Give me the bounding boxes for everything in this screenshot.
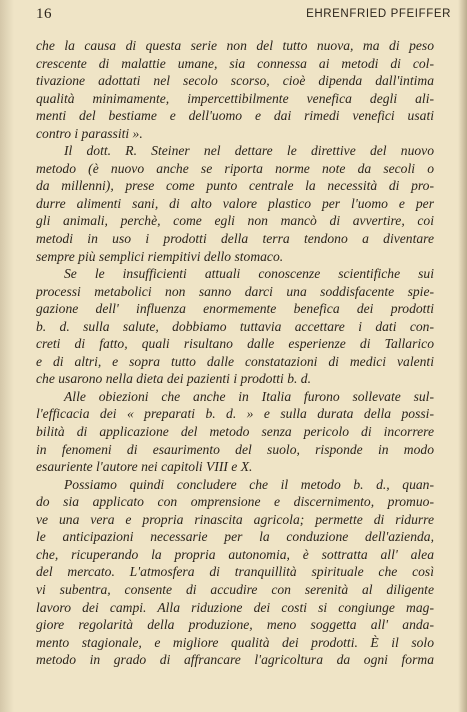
text-line: da millenni), prese come punto centrale la necessità di pro- xyxy=(36,178,434,194)
text-line: tivazione adottati nel secolo scorso, cioè dipenda dall'intima xyxy=(36,73,434,89)
text-line: che usarono nella dieta dei pazienti i prodotti b. d. xyxy=(36,371,311,387)
text-line: le anticipazioni necessarie per la conduzione dell'azienda, xyxy=(36,529,434,545)
text-line: del mercato. L'atmosfera di tranquillità spirituale che così xyxy=(36,564,434,580)
text-line: sempre più semplici riempitivi dello stomaco. xyxy=(36,248,284,264)
running-head xyxy=(36,6,451,22)
text-line: metodo (è nuovo anche se riporta norme note da secoli o xyxy=(36,160,434,176)
text-line: gli animali, perchè, come egli non mancò di avvertire, coi xyxy=(36,213,434,229)
running-head-author: EHRENFRIED PFEIFFER xyxy=(306,8,451,20)
body-text xyxy=(36,37,434,669)
text-line: Alle obiezioni che anche in Italia furono sollevate sul- xyxy=(64,388,434,404)
text-line: in fenomeni di esaurimento del suolo, risponde in modo xyxy=(36,441,434,457)
text-line: che, ricuperando la propria autonomia, è sottratta all' alea xyxy=(36,546,434,562)
page-gutter-shadow xyxy=(0,0,14,712)
page-number: 16 xyxy=(36,6,52,22)
text-line: lavoro dei campi. Alla riduzione dei costi si congiunge mag- xyxy=(36,599,434,615)
text-line: Se le insufficienti attuali conoscenze scientifiche sui xyxy=(64,266,434,282)
text-line: e di altri, e sopra tutto dalle constatazioni di medici valenti xyxy=(36,353,434,369)
text-line: creti di fatto, quali risultano dalle esperienze di Tallarico xyxy=(36,336,434,352)
text-line: Possiamo quindi concludere che il metodo b. d., quan- xyxy=(64,476,434,492)
text-line: durre alimenti sani, di alto valore plastico per l'uomo e per xyxy=(36,195,434,211)
text-line: bilità di applicazione del metodo senza pericolo di incorrere xyxy=(36,424,434,440)
text-line: crescente di malattie umane, sia connessa ai metodi di col- xyxy=(36,55,434,71)
text-line: metodo in grado di affrancare l'agricoltura da ogni forma xyxy=(36,652,434,668)
page-edge-shadow xyxy=(458,0,467,712)
text-line: gazione dell' influenza enormemente benefica dei prodotti xyxy=(36,301,434,317)
text-line: b. d. sulla salute, dobbiamo tuttavia accettare i dati con- xyxy=(36,318,434,334)
text-line: do sia applicato con omprensione e discernimento, promuo- xyxy=(36,494,434,510)
text-line: Il dott. R. Steiner nel dettare le direttive del nuovo xyxy=(64,143,434,159)
text-line: che la causa di questa serie non del tutto nuova, ma di peso xyxy=(36,38,434,53)
text-line: l'efficacia dei « preparati b. d. » e sulla durata della possi- xyxy=(36,406,434,422)
text-line: metodi in uso i prodotti della terra tendono a diventare xyxy=(36,231,434,247)
text-line: qualità minimamente, impercettibilmente venefica degli ali- xyxy=(36,90,434,106)
text-line: giore regolarità della produzione, meno soggetta all' anda- xyxy=(36,617,434,633)
text-line: menti del bestiame e dell'uomo e dai rimedi venefici usati xyxy=(36,108,434,124)
text-line: mento stagionale, e migliore qualità dei prodotti. È il solo xyxy=(36,634,434,650)
text-line: vi subentra, consente di accudire con serenità al diligente xyxy=(36,581,434,597)
text-line: esauriente l'autore nei capitoli VIII e X. xyxy=(36,459,253,475)
text-line: contro i parassiti ». xyxy=(36,125,143,141)
text-line: processi metabolici non sanno darci una soddisfacente spie- xyxy=(36,283,434,299)
text-line: ve una vera e propria rinascita agricola; permette di ridurre xyxy=(36,511,434,527)
